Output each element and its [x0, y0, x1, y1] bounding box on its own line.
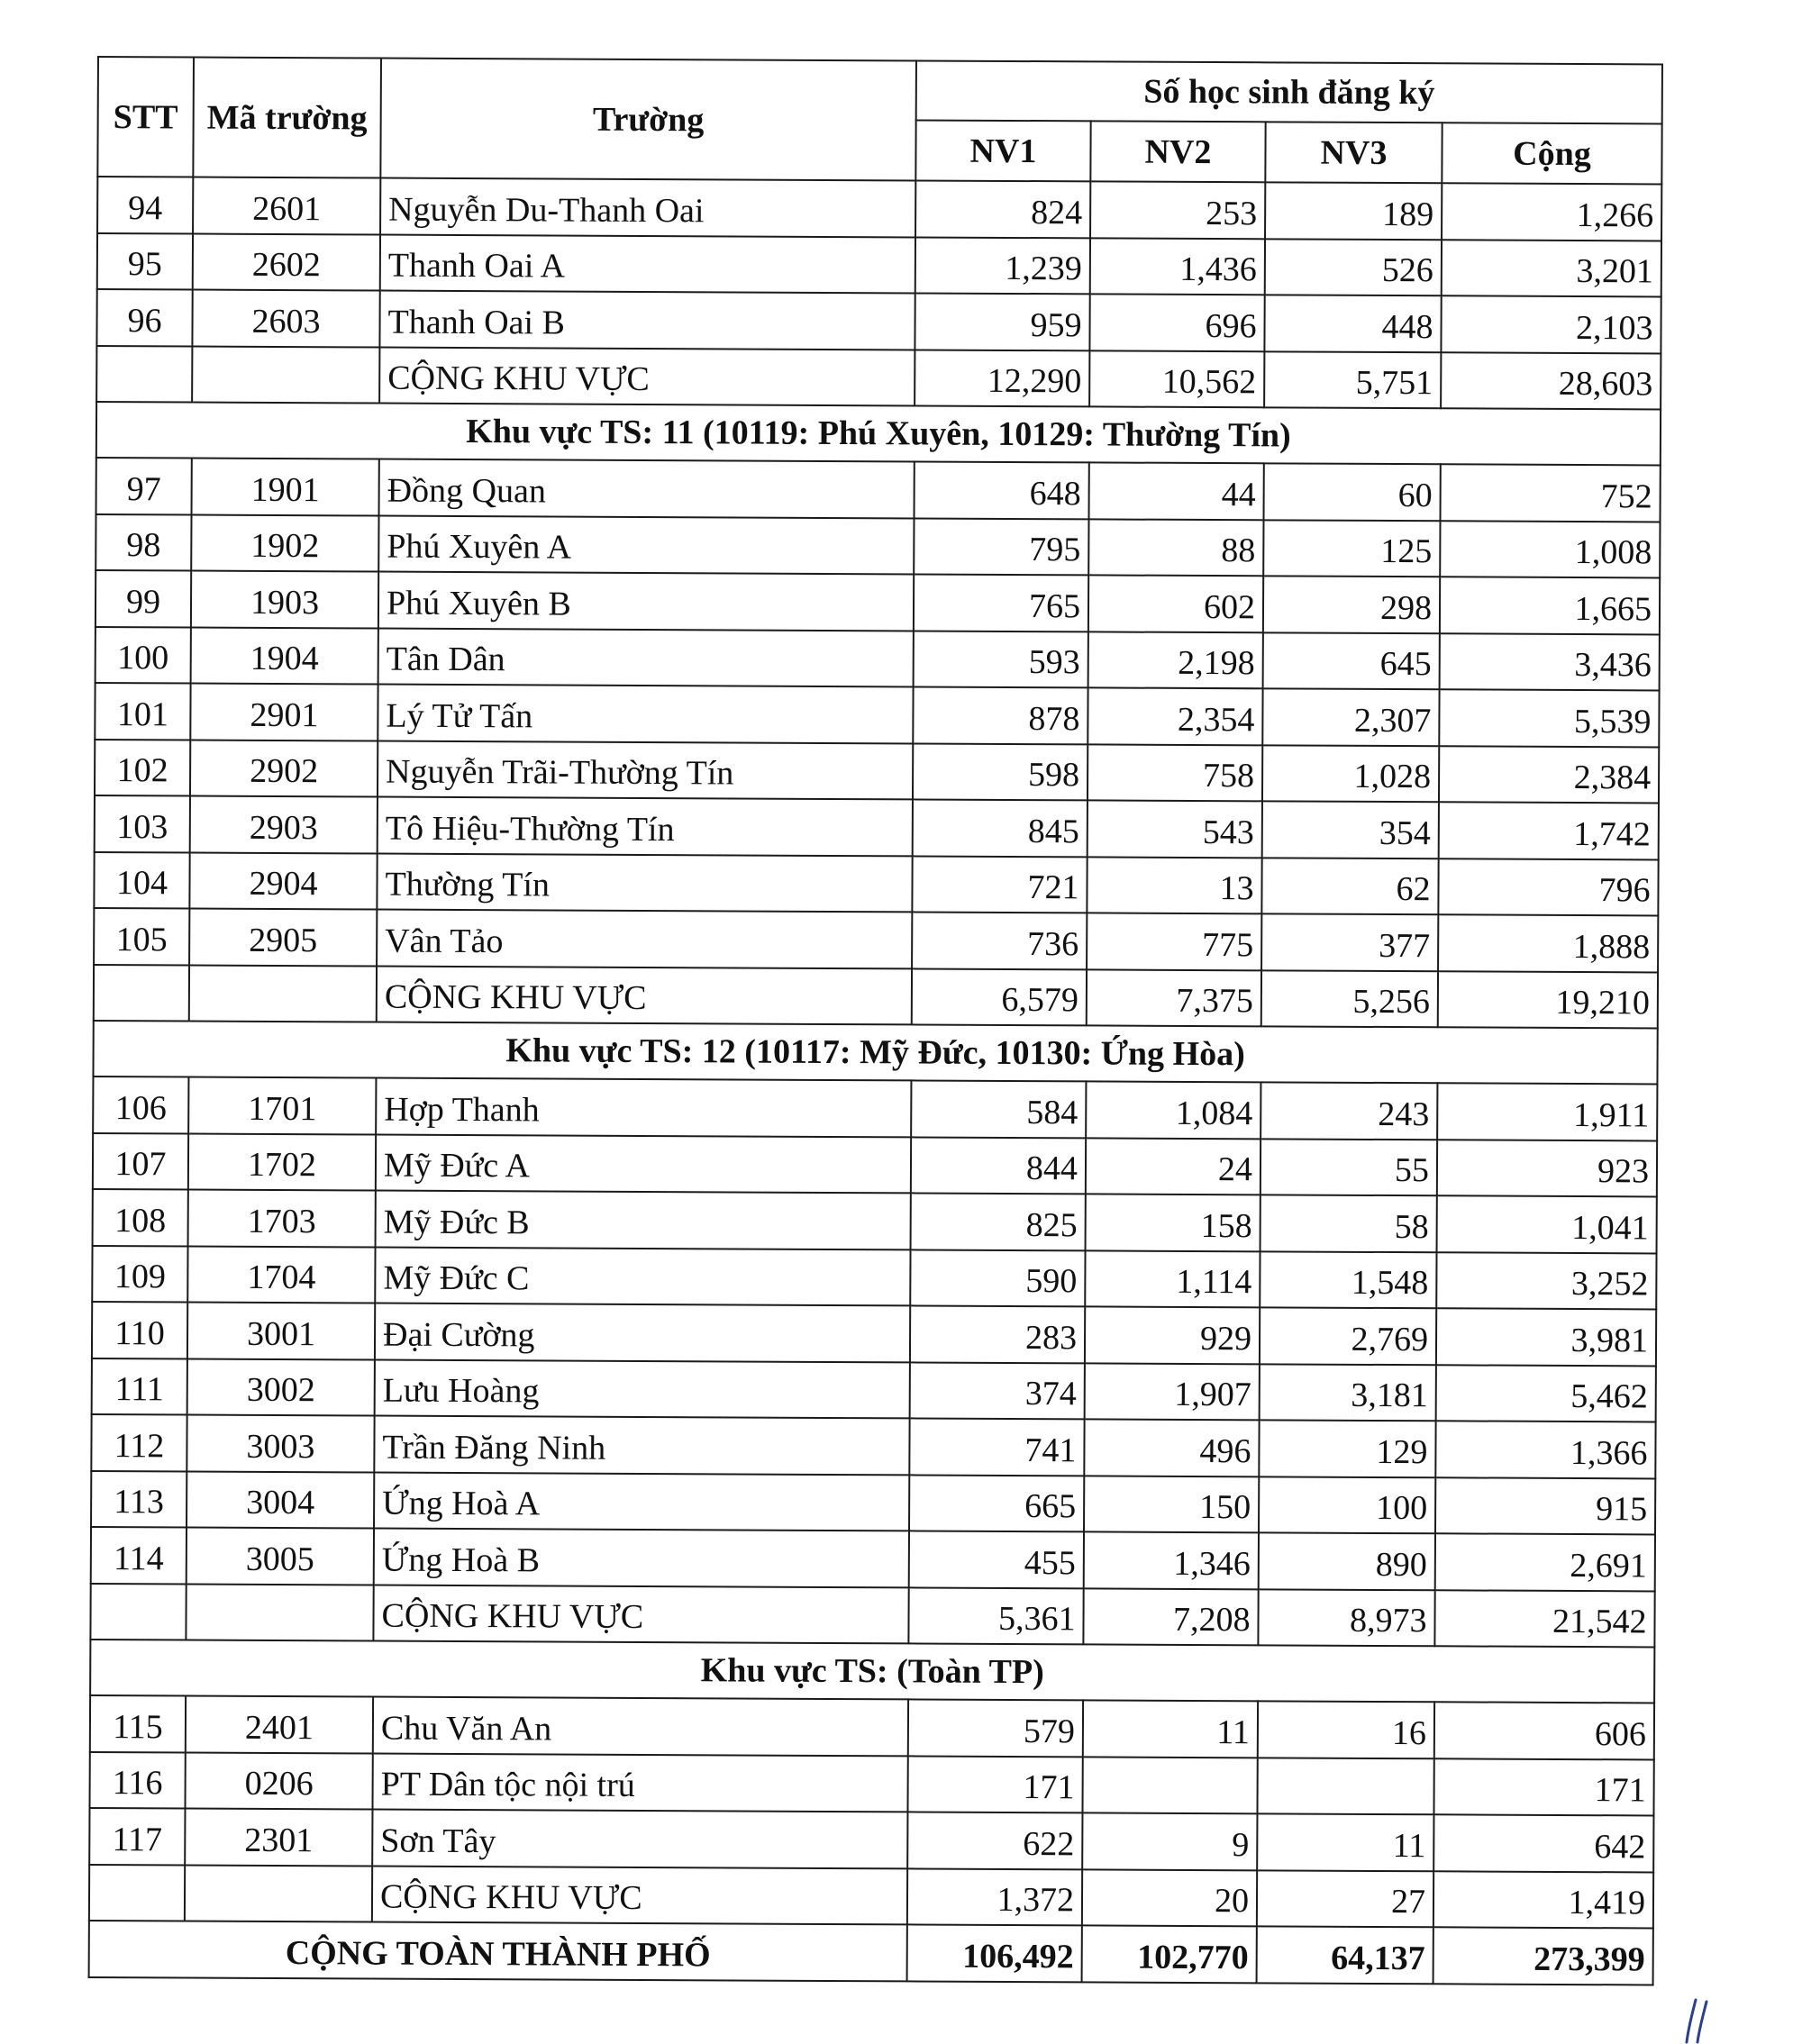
table-row	[97, 233, 1661, 297]
cell-nv1: 721	[912, 856, 1087, 913]
cell-truong: CỘNG KHU VỰC	[379, 347, 915, 405]
table-row	[97, 177, 1661, 241]
table-row	[95, 795, 1659, 859]
cell-nv2: 496	[1084, 1419, 1259, 1476]
cell-ma-truong: 0206	[185, 1752, 372, 1810]
cell-truong: Mỹ Đức C	[375, 1247, 910, 1305]
cell-stt: 98	[96, 513, 191, 570]
cell-nv2: 20	[1082, 1869, 1257, 1926]
cell-stt	[96, 346, 192, 403]
cell-nv2: 1,114	[1085, 1250, 1260, 1307]
header-nv3: NV3	[1265, 122, 1442, 183]
cell-nv3: 298	[1263, 576, 1440, 632]
grand-total-nv3: 64,137	[1257, 1926, 1433, 1983]
section-header-row	[93, 1021, 1657, 1084]
section-header-row	[90, 1640, 1654, 1703]
subtotal-row	[90, 1583, 1654, 1647]
cell-truong: Nguyễn Du-Thanh Oai	[380, 178, 915, 237]
cell-nv1: 741	[909, 1418, 1084, 1475]
cell-nv1: 622	[907, 1812, 1082, 1868]
cell-truong: Phú Xuyên A	[378, 515, 914, 574]
cell-ma-truong	[185, 1865, 372, 1922]
cell-nv1: 579	[908, 1699, 1083, 1756]
cell-nv2: 7,208	[1083, 1588, 1258, 1645]
subtotal-row	[94, 964, 1658, 1028]
cell-cong: 752	[1440, 464, 1660, 522]
cell-cong: 915	[1435, 1477, 1655, 1535]
grand-total-cong: 273,399	[1433, 1927, 1653, 1985]
table-row	[94, 908, 1658, 972]
table-body	[89, 177, 1661, 1928]
cell-nv1: 283	[910, 1305, 1085, 1362]
header-truong: Trường	[380, 59, 916, 181]
cell-nv3: 189	[1265, 182, 1442, 239]
cell-truong: Sơn Tây	[372, 1810, 907, 1868]
cell-stt: 116	[89, 1751, 185, 1808]
cell-nv3: 354	[1262, 801, 1439, 858]
cell-stt: 97	[96, 458, 192, 514]
cell-nv2	[1082, 1757, 1257, 1813]
table-row	[94, 851, 1658, 915]
cell-cong: 1,366	[1435, 1421, 1655, 1478]
cell-nv2: 7,375	[1087, 969, 1261, 1026]
table-row	[89, 1808, 1653, 1872]
table-row	[96, 289, 1661, 353]
cell-stt: 103	[95, 795, 190, 852]
cell-stt: 100	[96, 626, 191, 683]
cell-cong: 1,041	[1437, 1195, 1657, 1253]
subtotal-row	[89, 1864, 1653, 1928]
cell-truong: CỘNG KHU VỰC	[373, 1585, 908, 1643]
cell-cong: 2,691	[1435, 1533, 1655, 1591]
cell-nv3: 243	[1260, 1082, 1437, 1139]
cell-stt: 108	[93, 1189, 188, 1246]
cell-nv3: 3,181	[1260, 1364, 1436, 1421]
cell-truong: PT Dân tộc nội trú	[372, 1753, 907, 1812]
cell-nv2: 696	[1089, 294, 1264, 350]
cell-nv3: 1,548	[1260, 1251, 1436, 1308]
cell-nv1: 1,239	[915, 237, 1090, 294]
cell-truong: Ứng Hoà B	[374, 1529, 909, 1587]
cell-nv3	[1257, 1758, 1433, 1814]
section-label: Khu vực TS: 12 (10117: Mỹ Đức, 10130: Ứng Hòa)	[93, 1021, 1657, 1084]
cell-stt: 106	[93, 1077, 188, 1133]
subtotal-row	[96, 346, 1661, 410]
cell-nv1: 374	[910, 1362, 1085, 1419]
cell-nv2: 1,346	[1084, 1531, 1259, 1588]
cell-cong: 5,462	[1436, 1365, 1656, 1422]
cell-truong: Thường Tín	[377, 853, 912, 912]
cell-nv3: 16	[1258, 1701, 1434, 1758]
cell-truong: CỘNG KHU VỰC	[377, 966, 912, 1024]
cell-nv3: 377	[1261, 913, 1438, 970]
cell-ma-truong: 3004	[187, 1471, 374, 1529]
cell-ma-truong: 3003	[187, 1415, 374, 1473]
cell-nv3: 5,751	[1264, 351, 1441, 408]
cell-truong: Hợp Thanh	[376, 1078, 911, 1137]
cell-truong: Lý Tử Tấn	[378, 685, 913, 743]
cell-truong: Vân Tảo	[377, 910, 912, 968]
cell-nv2: 1,084	[1086, 1081, 1260, 1138]
cell-truong: Lưu Hoàng	[375, 1359, 910, 1418]
cell-nv3: 526	[1265, 239, 1442, 295]
table-row	[91, 1527, 1655, 1591]
cell-ma-truong: 2904	[189, 852, 377, 910]
cell-truong: Tô Hiệu-Thường Tín	[378, 797, 913, 856]
section-label: Khu vực TS: 11 (10119: Phú Xuyên, 10129: Thường Tín)	[96, 402, 1661, 465]
cell-nv1: 845	[913, 799, 1088, 856]
table-row	[92, 1358, 1656, 1422]
table-row	[93, 1189, 1657, 1253]
cell-nv2: 10,562	[1089, 350, 1264, 407]
cell-nv1: 455	[909, 1531, 1084, 1587]
table-row	[90, 1695, 1654, 1759]
cell-truong: Ứng Hoà A	[374, 1472, 909, 1531]
cell-cong: 1,419	[1433, 1871, 1653, 1929]
cell-cong: 1,911	[1437, 1083, 1657, 1140]
cell-ma-truong: 2902	[190, 740, 378, 797]
cell-nv3: 125	[1263, 520, 1440, 577]
cell-nv3: 2,307	[1262, 688, 1439, 745]
cell-stt: 105	[94, 908, 189, 965]
cell-stt: 95	[97, 233, 193, 290]
cell-truong: Đại Cường	[375, 1304, 910, 1362]
cell-nv1: 825	[911, 1193, 1086, 1249]
cell-nv2: 150	[1084, 1476, 1259, 1532]
cell-nv3: 27	[1257, 1870, 1433, 1927]
cell-stt: 109	[92, 1245, 187, 1302]
cell-nv1: 171	[907, 1756, 1082, 1812]
cell-nv1: 1,372	[907, 1868, 1082, 1925]
cell-nv2: 1,436	[1090, 238, 1265, 295]
cell-nv2: 758	[1088, 744, 1262, 801]
registration-table	[88, 56, 1663, 1985]
cell-stt: 104	[94, 851, 189, 908]
cell-truong: Đồng Quan	[379, 459, 915, 518]
cell-nv3: 62	[1261, 858, 1438, 914]
header-group: Số học sinh đăng ký	[916, 60, 1662, 123]
cell-nv1: 665	[909, 1475, 1084, 1531]
cell-cong: 3,436	[1440, 633, 1660, 691]
cell-ma-truong: 1702	[188, 1133, 376, 1191]
cell-stt: 99	[96, 570, 191, 627]
cell-nv1: 6,579	[912, 968, 1087, 1025]
section-header-row	[96, 402, 1661, 465]
handwritten-mark-icon	[1683, 1998, 1710, 2044]
cell-nv1: 590	[910, 1249, 1085, 1306]
cell-nv3: 890	[1259, 1532, 1435, 1589]
cell-nv3: 129	[1259, 1420, 1435, 1476]
cell-cong: 1,266	[1442, 183, 1661, 241]
cell-cong: 21,542	[1434, 1590, 1654, 1648]
header-stt: STT	[97, 57, 194, 177]
cell-nv2: 775	[1087, 913, 1261, 969]
cell-nv3: 645	[1263, 632, 1440, 689]
cell-cong: 5,539	[1439, 689, 1659, 747]
cell-ma-truong: 2602	[193, 233, 380, 291]
cell-truong: CỘNG KHU VỰC	[372, 1866, 907, 1924]
cell-stt: 115	[90, 1695, 186, 1752]
cell-ma-truong: 1904	[191, 627, 378, 685]
cell-nv3: 55	[1260, 1139, 1437, 1195]
cell-nv1: 824	[915, 180, 1090, 237]
cell-nv2: 88	[1088, 519, 1263, 576]
cell-ma-truong: 2601	[193, 177, 380, 235]
cell-stt: 96	[96, 289, 192, 346]
cell-nv2: 158	[1086, 1194, 1260, 1250]
cell-nv2: 543	[1088, 800, 1262, 857]
table-row	[91, 1414, 1655, 1478]
cell-cong: 796	[1438, 858, 1658, 916]
cell-nv2: 602	[1088, 575, 1263, 631]
cell-truong: Mỹ Đức B	[376, 1191, 911, 1249]
cell-cong: 1,665	[1440, 577, 1660, 634]
cell-ma-truong: 2301	[185, 1808, 372, 1866]
cell-stt: 102	[95, 739, 190, 795]
cell-stt: 114	[91, 1527, 187, 1584]
cell-cong: 1,888	[1438, 914, 1658, 972]
cell-nv2: 253	[1090, 181, 1265, 238]
cell-nv2: 1,907	[1085, 1363, 1260, 1420]
cell-stt: 112	[91, 1414, 187, 1471]
cell-nv3: 448	[1264, 295, 1441, 351]
grand-total-row	[89, 1921, 1653, 1985]
cell-stt	[90, 1583, 186, 1640]
cell-truong: Tân Dân	[378, 628, 914, 686]
cell-ma-truong: 3002	[187, 1358, 375, 1416]
cell-stt: 101	[95, 683, 190, 740]
cell-ma-truong: 1902	[191, 514, 378, 572]
cell-truong: Phú Xuyên B	[378, 572, 914, 631]
cell-nv2: 44	[1089, 462, 1264, 519]
cell-truong: Trần Đăng Ninh	[374, 1416, 909, 1475]
cell-ma-truong	[189, 965, 377, 1022]
table-row	[92, 1245, 1656, 1309]
cell-nv1: 765	[914, 574, 1088, 631]
cell-ma-truong: 3005	[187, 1528, 374, 1585]
cell-nv3: 1,028	[1262, 745, 1439, 802]
cell-nv2: 9	[1082, 1812, 1257, 1869]
table-row	[96, 458, 1661, 522]
cell-ma-truong: 2901	[190, 684, 378, 741]
cell-ma-truong	[192, 346, 379, 404]
cell-ma-truong: 3001	[187, 1303, 375, 1360]
section-label: Khu vực TS: (Toàn TP)	[90, 1640, 1654, 1703]
cell-nv1: 795	[914, 518, 1088, 575]
cell-stt: 107	[93, 1132, 188, 1189]
header-cong: Cộng	[1442, 123, 1661, 184]
header-ma-truong: Mã trường	[193, 58, 381, 178]
grand-total-nv1: 106,492	[907, 1924, 1082, 1981]
cell-cong: 3,201	[1442, 240, 1661, 297]
table-row	[96, 626, 1660, 690]
cell-nv1: 5,361	[908, 1587, 1083, 1644]
cell-nv1: 584	[911, 1080, 1086, 1137]
cell-stt: 113	[91, 1470, 187, 1527]
cell-cong: 923	[1437, 1140, 1657, 1197]
cell-nv1: 12,290	[915, 350, 1089, 406]
cell-nv3: 2,769	[1260, 1307, 1436, 1364]
cell-cong: 171	[1433, 1758, 1653, 1816]
table-row	[96, 513, 1660, 577]
cell-ma-truong: 2603	[192, 290, 379, 348]
header-row-1	[98, 57, 1662, 123]
cell-truong: Thanh Oai B	[379, 291, 915, 350]
cell-nv1: 844	[911, 1137, 1086, 1194]
table-row	[93, 1077, 1657, 1140]
cell-stt	[94, 964, 189, 1021]
cell-nv2: 2,354	[1088, 687, 1262, 744]
cell-cong: 1,742	[1439, 802, 1659, 859]
cell-ma-truong: 2401	[186, 1696, 373, 1754]
cell-nv1: 959	[915, 293, 1089, 350]
table-row	[95, 683, 1659, 747]
cell-stt: 111	[92, 1358, 187, 1414]
cell-ma-truong: 1703	[188, 1190, 376, 1248]
cell-ma-truong: 2903	[190, 796, 378, 854]
header-nv2: NV2	[1090, 121, 1265, 182]
cell-nv2: 24	[1086, 1138, 1260, 1195]
cell-truong: Thanh Oai A	[380, 234, 915, 293]
cell-stt: 117	[89, 1808, 185, 1865]
cell-ma-truong: 1701	[188, 1077, 376, 1135]
cell-cong: 28,603	[1441, 352, 1661, 410]
cell-nv1: 878	[913, 686, 1088, 743]
cell-truong: Mỹ Đức A	[376, 1134, 911, 1193]
cell-nv1: 598	[913, 743, 1088, 800]
cell-stt: 94	[97, 177, 193, 233]
cell-nv3: 8,973	[1258, 1589, 1434, 1646]
table-row	[91, 1470, 1655, 1534]
header-nv1: NV1	[915, 120, 1090, 181]
cell-nv1: 736	[912, 912, 1087, 968]
cell-nv3: 5,256	[1261, 970, 1438, 1027]
cell-cong: 642	[1433, 1814, 1653, 1872]
cell-ma-truong: 1901	[192, 459, 379, 516]
table-row	[96, 570, 1660, 634]
cell-cong: 606	[1434, 1702, 1654, 1759]
cell-nv2: 11	[1083, 1700, 1258, 1757]
cell-nv2: 2,198	[1088, 631, 1263, 688]
cell-truong: Chu Văn An	[373, 1697, 908, 1756]
cell-cong: 3,981	[1436, 1308, 1656, 1366]
cell-nv1: 648	[915, 461, 1089, 518]
cell-stt	[89, 1864, 185, 1921]
cell-cong: 2,384	[1439, 746, 1659, 804]
cell-nv2: 13	[1087, 857, 1261, 913]
cell-nv3: 58	[1260, 1195, 1437, 1251]
cell-cong: 1,008	[1440, 521, 1660, 578]
cell-cong: 3,252	[1436, 1252, 1656, 1310]
cell-ma-truong: 1704	[187, 1246, 375, 1304]
table-row	[93, 1132, 1657, 1196]
cell-nv3: 100	[1259, 1476, 1435, 1533]
grand-total-nv2: 102,770	[1082, 1925, 1257, 1982]
table-row	[89, 1751, 1653, 1815]
cell-stt: 110	[92, 1302, 187, 1358]
cell-nv3: 60	[1263, 463, 1440, 520]
table-row	[95, 739, 1659, 803]
table-row	[92, 1302, 1656, 1366]
cell-nv2: 929	[1085, 1306, 1260, 1363]
cell-truong: Nguyễn Trãi-Thường Tín	[378, 740, 913, 799]
cell-nv3: 11	[1257, 1813, 1433, 1870]
cell-nv1: 593	[914, 631, 1088, 687]
cell-ma-truong: 1903	[191, 571, 378, 629]
cell-cong: 2,103	[1441, 295, 1661, 353]
grand-total-label: CỘNG TOÀN THÀNH PHỐ	[89, 1921, 907, 1981]
cell-cong: 19,210	[1438, 971, 1658, 1029]
cell-ma-truong	[186, 1584, 373, 1641]
cell-ma-truong: 2905	[189, 909, 377, 967]
